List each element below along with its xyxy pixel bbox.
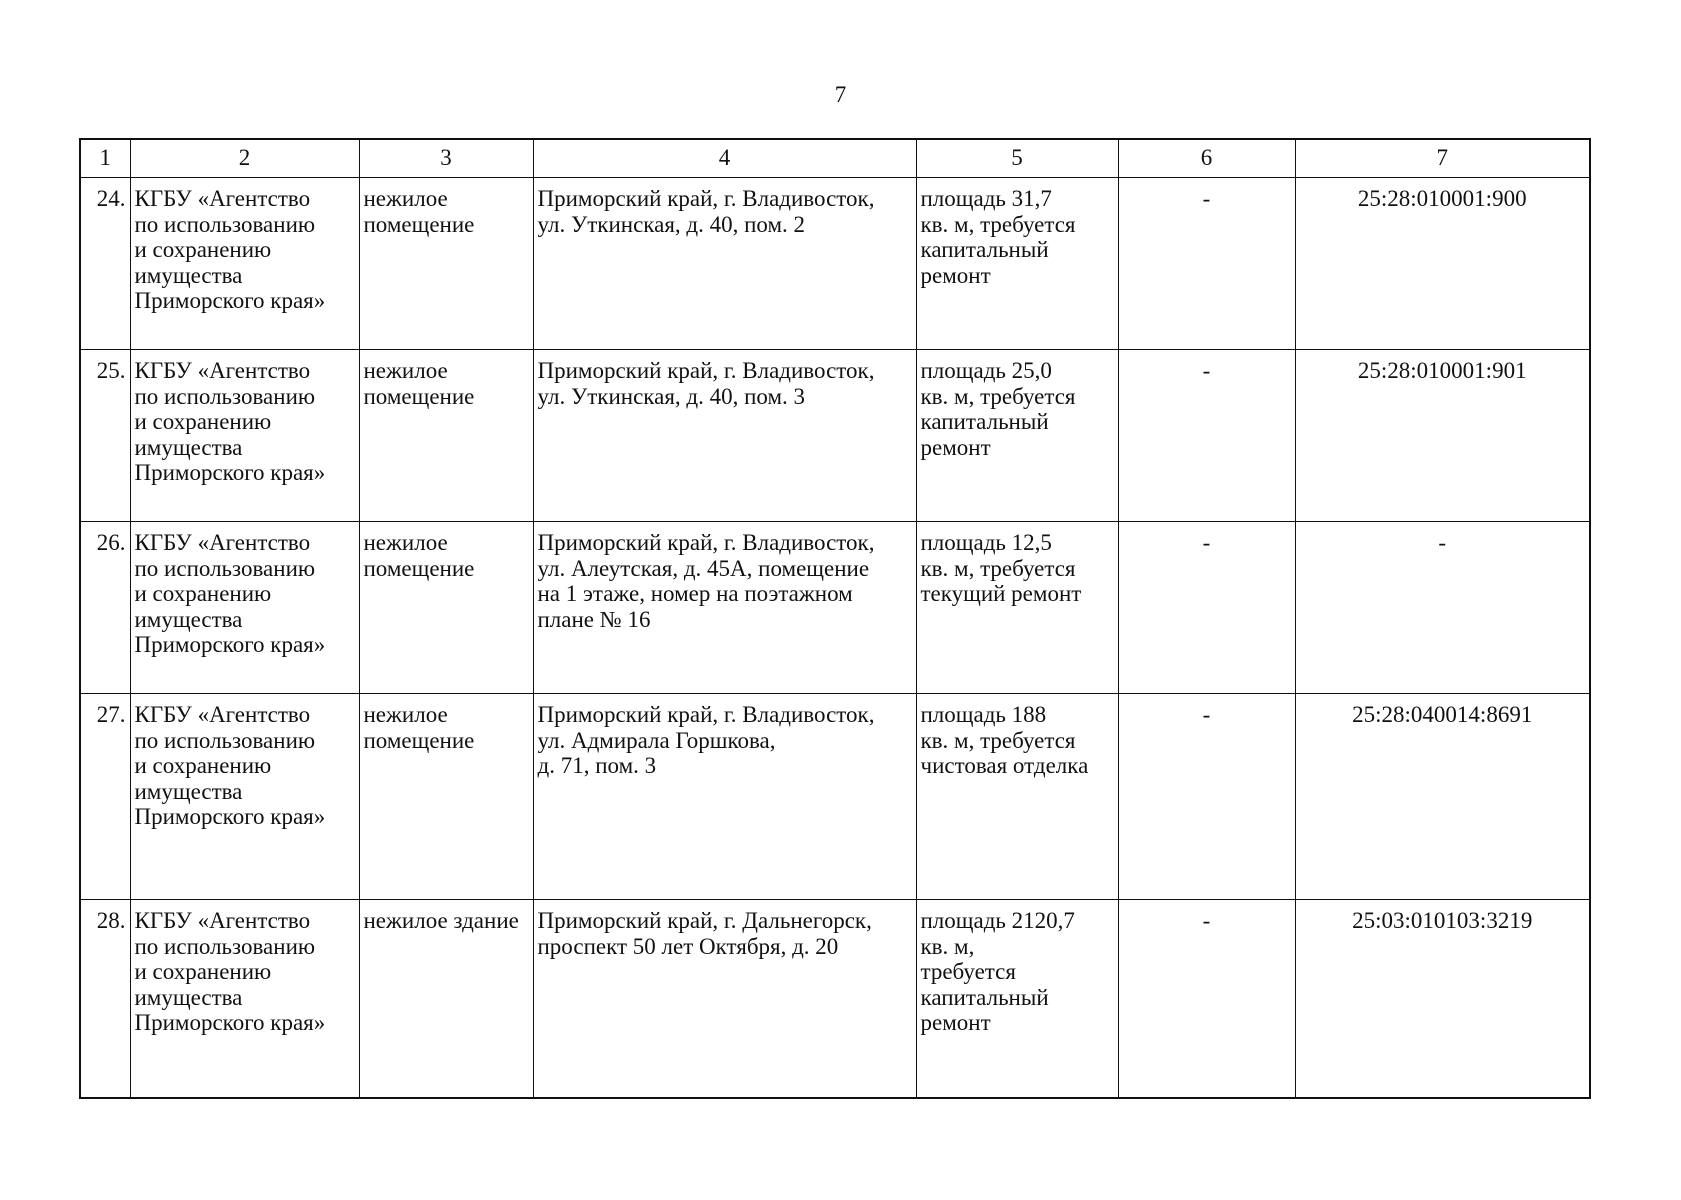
column-6-cell: - [1118, 522, 1295, 694]
object-type-cell: нежилое здание [359, 900, 533, 1098]
page-number: 7 [834, 82, 847, 107]
object-type-cell: нежилое помещение [359, 350, 533, 522]
holder-cell: КГБУ «Агентство по использованию и сохранению имущества Приморского края» [130, 178, 359, 350]
address-cell: Приморский край, г. Владивосток, ул. Уткинская, д. 40, пом. 3 [533, 350, 916, 522]
cadastral-number-cell: 25:28:040014:8691 [1295, 694, 1590, 900]
header-row [80, 139, 1590, 178]
holder-cell: КГБУ «Агентство по использованию и сохранению имущества Приморского края» [130, 350, 359, 522]
object-type-cell: нежилое помещение [359, 694, 533, 900]
object-type-cell: нежилое помещение [359, 178, 533, 350]
cadastral-number-cell: 25:28:010001:901 [1295, 350, 1590, 522]
holder-cell: КГБУ «Агентство по использованию и сохранению имущества Приморского края» [130, 694, 359, 900]
cadastral-number-cell: - [1295, 522, 1590, 694]
table-row [80, 900, 1590, 1098]
column-header: 1 [80, 139, 130, 178]
holder-cell: КГБУ «Агентство по использованию и сохранению имущества Приморского края» [130, 522, 359, 694]
characteristics-cell: площадь 25,0 кв. м, требуется капитальный ремонт [916, 350, 1118, 522]
column-6-cell: - [1118, 694, 1295, 900]
address-cell: Приморский край, г. Владивосток, ул. Адмирала Горшкова, д. 71, пом. 3 [533, 694, 916, 900]
address-cell: Приморский край, г. Владивосток, ул. Алеутская, д. 45А, помещение на 1 этаже, номер на поэтажном плане № 16 [533, 522, 916, 694]
column-header: 7 [1295, 139, 1590, 178]
column-header: 2 [130, 139, 359, 178]
table-row [80, 350, 1590, 522]
column-6-cell: - [1118, 178, 1295, 350]
row-number: 27. [80, 694, 130, 900]
row-number: 26. [80, 522, 130, 694]
table-row [80, 522, 1590, 694]
column-header: 3 [359, 139, 533, 178]
characteristics-cell: площадь 31,7 кв. м, требуется капитальный ремонт [916, 178, 1118, 350]
characteristics-cell: площадь 188 кв. м, требуется чистовая отделка [916, 694, 1118, 900]
characteristics-cell: площадь 2120,7 кв. м, требуется капитальный ремонт [916, 900, 1118, 1098]
table-row [80, 694, 1590, 900]
row-number: 28. [80, 900, 130, 1098]
characteristics-cell: площадь 12,5 кв. м, требуется текущий ремонт [916, 522, 1118, 694]
row-number: 25. [80, 350, 130, 522]
object-type-cell: нежилое помещение [359, 522, 533, 694]
row-number: 24. [80, 178, 130, 350]
cadastral-number-cell: 25:28:010001:900 [1295, 178, 1590, 350]
holder-cell: КГБУ «Агентство по использованию и сохранению имущества Приморского края» [130, 900, 359, 1098]
column-header: 6 [1118, 139, 1295, 178]
column-header: 4 [533, 139, 916, 178]
address-cell: Приморский край, г. Владивосток, ул. Уткинская, д. 40, пом. 2 [533, 178, 916, 350]
property-table [79, 138, 1591, 1099]
column-header: 5 [916, 139, 1118, 178]
address-cell: Приморский край, г. Дальнегорск, проспект 50 лет Октября, д. 20 [533, 900, 916, 1098]
cadastral-number-cell: 25:03:010103:3219 [1295, 900, 1590, 1098]
column-6-cell: - [1118, 350, 1295, 522]
table-row [80, 178, 1590, 350]
column-6-cell: - [1118, 900, 1295, 1098]
